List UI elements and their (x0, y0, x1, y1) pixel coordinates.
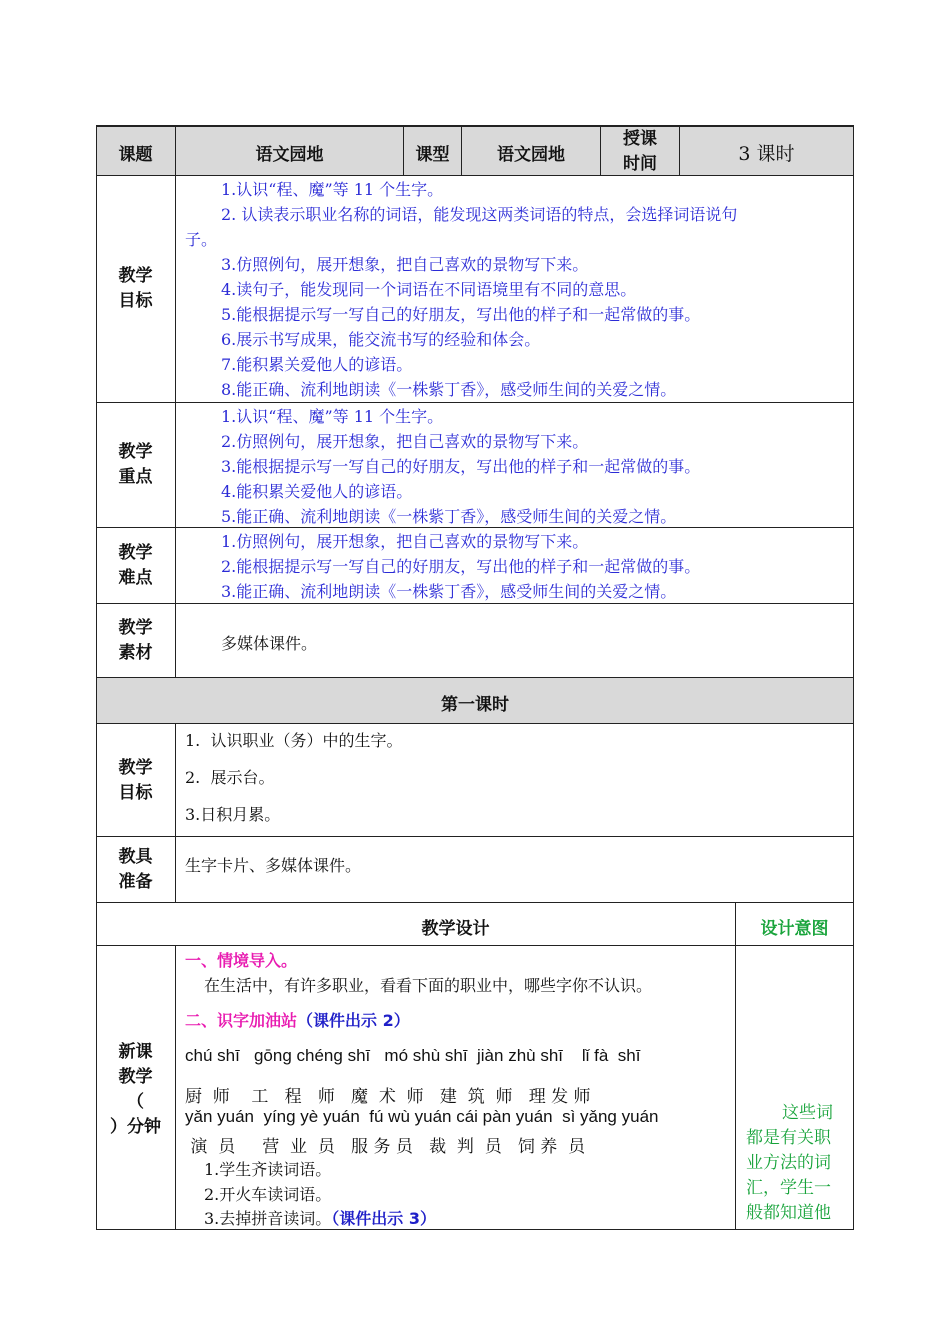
goals-label: 教学 目标 (118, 266, 153, 311)
key-point-item: 4.能积累关爱他人的谚语。 (221, 482, 413, 501)
intent-text: 这些词 都是有关职 业方法的词 汇，学生一 般都知道他 (746, 1103, 833, 1223)
materials-value: 多媒体课件。 (221, 634, 318, 653)
section-intro-text: 在生活中，有许多职业，看看下面的职业中，哪些字你不认识。 (204, 976, 653, 995)
type-value: 语文园地 (497, 145, 565, 165)
key-points-label: 教学 重点 (118, 442, 153, 487)
step-item: 2.开火车读词语。 (204, 1185, 332, 1204)
section-literacy-heading: 二、识字加油站（课件出示 2） (185, 1011, 410, 1030)
difficulty-item: 1.仿照例句，展开想象，把自己喜欢的景物写下来。 (221, 532, 589, 551)
type-label: 课型 (415, 145, 450, 165)
key-point-item: 1.认识“程、魔”等 11 个生字。 (221, 407, 444, 426)
hanzi-row-1: 厨 师 工 程 师 魔 术 师 建 筑 师 理 发 师 (185, 1087, 591, 1107)
key-point-item: 3.能根据提示写一写自己的好朋友，写出他的样子和一起常做的事。 (221, 457, 701, 476)
time-value: 3 课时 (738, 143, 795, 165)
courseware-note: （课件出示 2） (297, 1011, 410, 1030)
difficulty-item: 2.能根据提示写一写自己的好朋友，写出他的样子和一起常做的事。 (221, 557, 701, 576)
goal-item: 2. 认读表示职业名称的词语，能发现这两类词语的特点，会选择词语说句 (221, 205, 738, 224)
pinyin-row-2: yǎn yuán yíng yè yuán fú wù yuán cái pàn yuán sì yǎng yuán (185, 1107, 659, 1126)
time-label: 授课 时间 (623, 129, 657, 174)
courseware-note: （课件出示 3） (331, 1209, 436, 1228)
lesson1-goal-item: 1. 认识职业（务）中的生字。 (185, 731, 403, 750)
tools-value: 生字卡片、多媒体课件。 (185, 856, 362, 875)
goal-item: 1.认识“程、魔”等 11 个生字。 (221, 180, 444, 199)
key-point-item: 2.仿照例句，展开想象，把自己喜欢的景物写下来。 (221, 432, 589, 451)
step-item-3: 3.去掉拼音读词。（课件出示 3） (204, 1209, 436, 1228)
difficulty-item: 3.能正确、流利地朗读《一株紫丁香》，感受师生间的关爱之情。 (221, 582, 677, 601)
difficulties-label: 教学 难点 (118, 543, 153, 588)
lesson1-goal-item: 2. 展示台。 (185, 768, 275, 787)
lesson1-goal-item: 3.日积月累。 (185, 805, 281, 824)
goal-item: 4.读句子，能发现同一个词语在不同语境里有不同的意思。 (221, 280, 637, 299)
intent-title: 设计意图 (760, 919, 829, 939)
pinyin-row-1: chú shī gōng chéng shī mó shù shī jiàn zhù shī lǐ fà shī (185, 1046, 641, 1065)
hanzi-row-2: 演 员 营 业 员 服 务 员 裁 判 员 饲 养 员 (185, 1137, 586, 1157)
design-title: 教学设计 (421, 919, 490, 939)
lesson1-title: 第一课时 (441, 695, 509, 715)
step-item: 1.学生齐读词语。 (204, 1160, 332, 1179)
topic-value: 语文园地 (255, 145, 324, 165)
materials-label: 教学 素材 (118, 618, 153, 663)
lesson1-goals-label: 教学 目标 (118, 758, 153, 803)
goal-item: 5.能根据提示写一写自己的好朋友，写出他的样子和一起常做的事。 (221, 305, 701, 324)
topic-label: 课题 (118, 145, 153, 165)
goal-item: 6.展示书写成果，能交流书写的经验和体会。 (221, 330, 541, 349)
goal-item: 7.能积累关爱他人的谚语。 (221, 355, 413, 374)
section-intro-heading: 一、情境导入。 (185, 951, 298, 970)
key-point-item: 5.能正确、流利地朗读《一株紫丁香》，感受师生间的关爱之情。 (221, 507, 677, 526)
new-lesson-label: 新课 教学 （ ）分钟 (110, 1042, 161, 1137)
goal-item: 8.能正确、流利地朗读《一株紫丁香》，感受师生间的关爱之情。 (221, 380, 677, 399)
goal-item: 3.仿照例句，展开想象，把自己喜欢的景物写下来。 (221, 255, 589, 274)
goal-item: 子。 (185, 230, 218, 249)
tools-label: 教具 准备 (118, 847, 153, 892)
